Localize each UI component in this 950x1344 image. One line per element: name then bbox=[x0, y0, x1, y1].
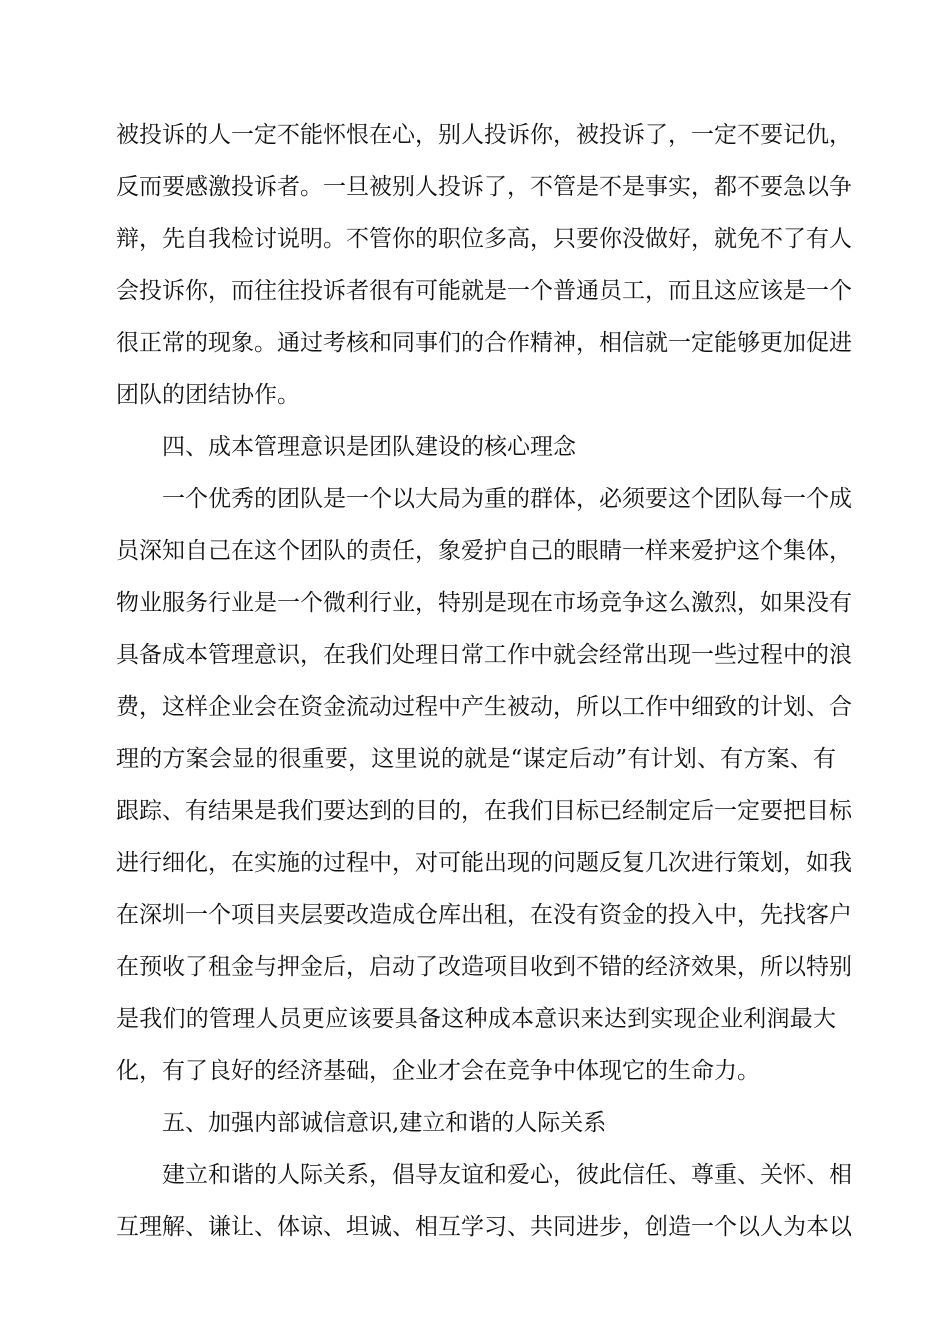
paragraph-line: 一个优秀的团队是一个以大局为重的群体，必须要这个团队每一个成 bbox=[162, 486, 852, 512]
paragraph-line: 物业服务行业是一个微利行业，特别是现在市场竞争这么激烈，如果没有 bbox=[116, 590, 852, 616]
paragraph-line: 跟踪、有结果是我们要达到的目的，在我们目标已经制定后一定要把目标 bbox=[116, 798, 852, 824]
paragraph-line: 具备成本管理意识，在我们处理日常工作中就会经常出现一些过程中的浪 bbox=[116, 642, 852, 668]
section-heading: 五、加强内部诚信意识,建立和谐的人际关系 bbox=[162, 1110, 607, 1136]
paragraph-line: 在预收了租金与押金后，启动了改造项目收到不错的经济效果，所以特别 bbox=[116, 954, 852, 980]
paragraph-line: 建立和谐的人际关系，倡导友谊和爱心，彼此信任、尊重、关怀、相 bbox=[162, 1162, 852, 1188]
paragraph-line: 被投诉的人一定不能怀恨在心，别人投诉你，被投诉了，一定不要记仇， bbox=[116, 122, 852, 148]
paragraph-line: 理的方案会显的很重要，这里说的就是“谋定后动”有计划、有方案、有 bbox=[116, 746, 836, 772]
paragraph-line: 互理解、谦让、体谅、坦诚、相互学习、共同进步，创造一个以人为本以 bbox=[116, 1214, 852, 1240]
paragraph-line: 在深圳一个项目夹层要改造成仓库出租，在没有资金的投入中，先找客户 bbox=[116, 902, 852, 928]
paragraph-line: 是我们的管理人员更应该要具备这种成本意识来达到实现企业利润最大 bbox=[116, 1006, 836, 1032]
paragraph-line: 进行细化，在实施的过程中，对可能出现的问题反复几次进行策划，如我 bbox=[116, 850, 852, 876]
section-heading: 四、成本管理意识是团队建设的核心理念 bbox=[162, 434, 576, 460]
paragraph-line: 辩，先自我检讨说明。不管你的职位多高，只要你没做好，就免不了有人 bbox=[116, 226, 852, 252]
paragraph-line: 很正常的现象。通过考核和同事们的合作精神，相信就一定能够更加促进 bbox=[116, 330, 852, 356]
paragraph-line: 化，有了良好的经济基础，企业才会在竞争中体现它的生命力。 bbox=[116, 1058, 760, 1084]
paragraph-line: 费，这样企业会在资金流动过程中产生被动，所以工作中细致的计划、合 bbox=[116, 694, 852, 720]
paragraph-line: 员深知自己在这个团队的责任，象爱护自己的眼睛一样来爱护这个集体， bbox=[116, 538, 852, 564]
paragraph-line: 反而要感激投诉者。一旦被别人投诉了，不管是不是事实，都不要急以争 bbox=[116, 174, 852, 200]
paragraph-line: 会投诉你，而往往投诉者很有可能就是一个普通员工，而且这应该是一个 bbox=[116, 278, 852, 304]
paragraph-line: 团队的团结协作。 bbox=[116, 382, 300, 408]
